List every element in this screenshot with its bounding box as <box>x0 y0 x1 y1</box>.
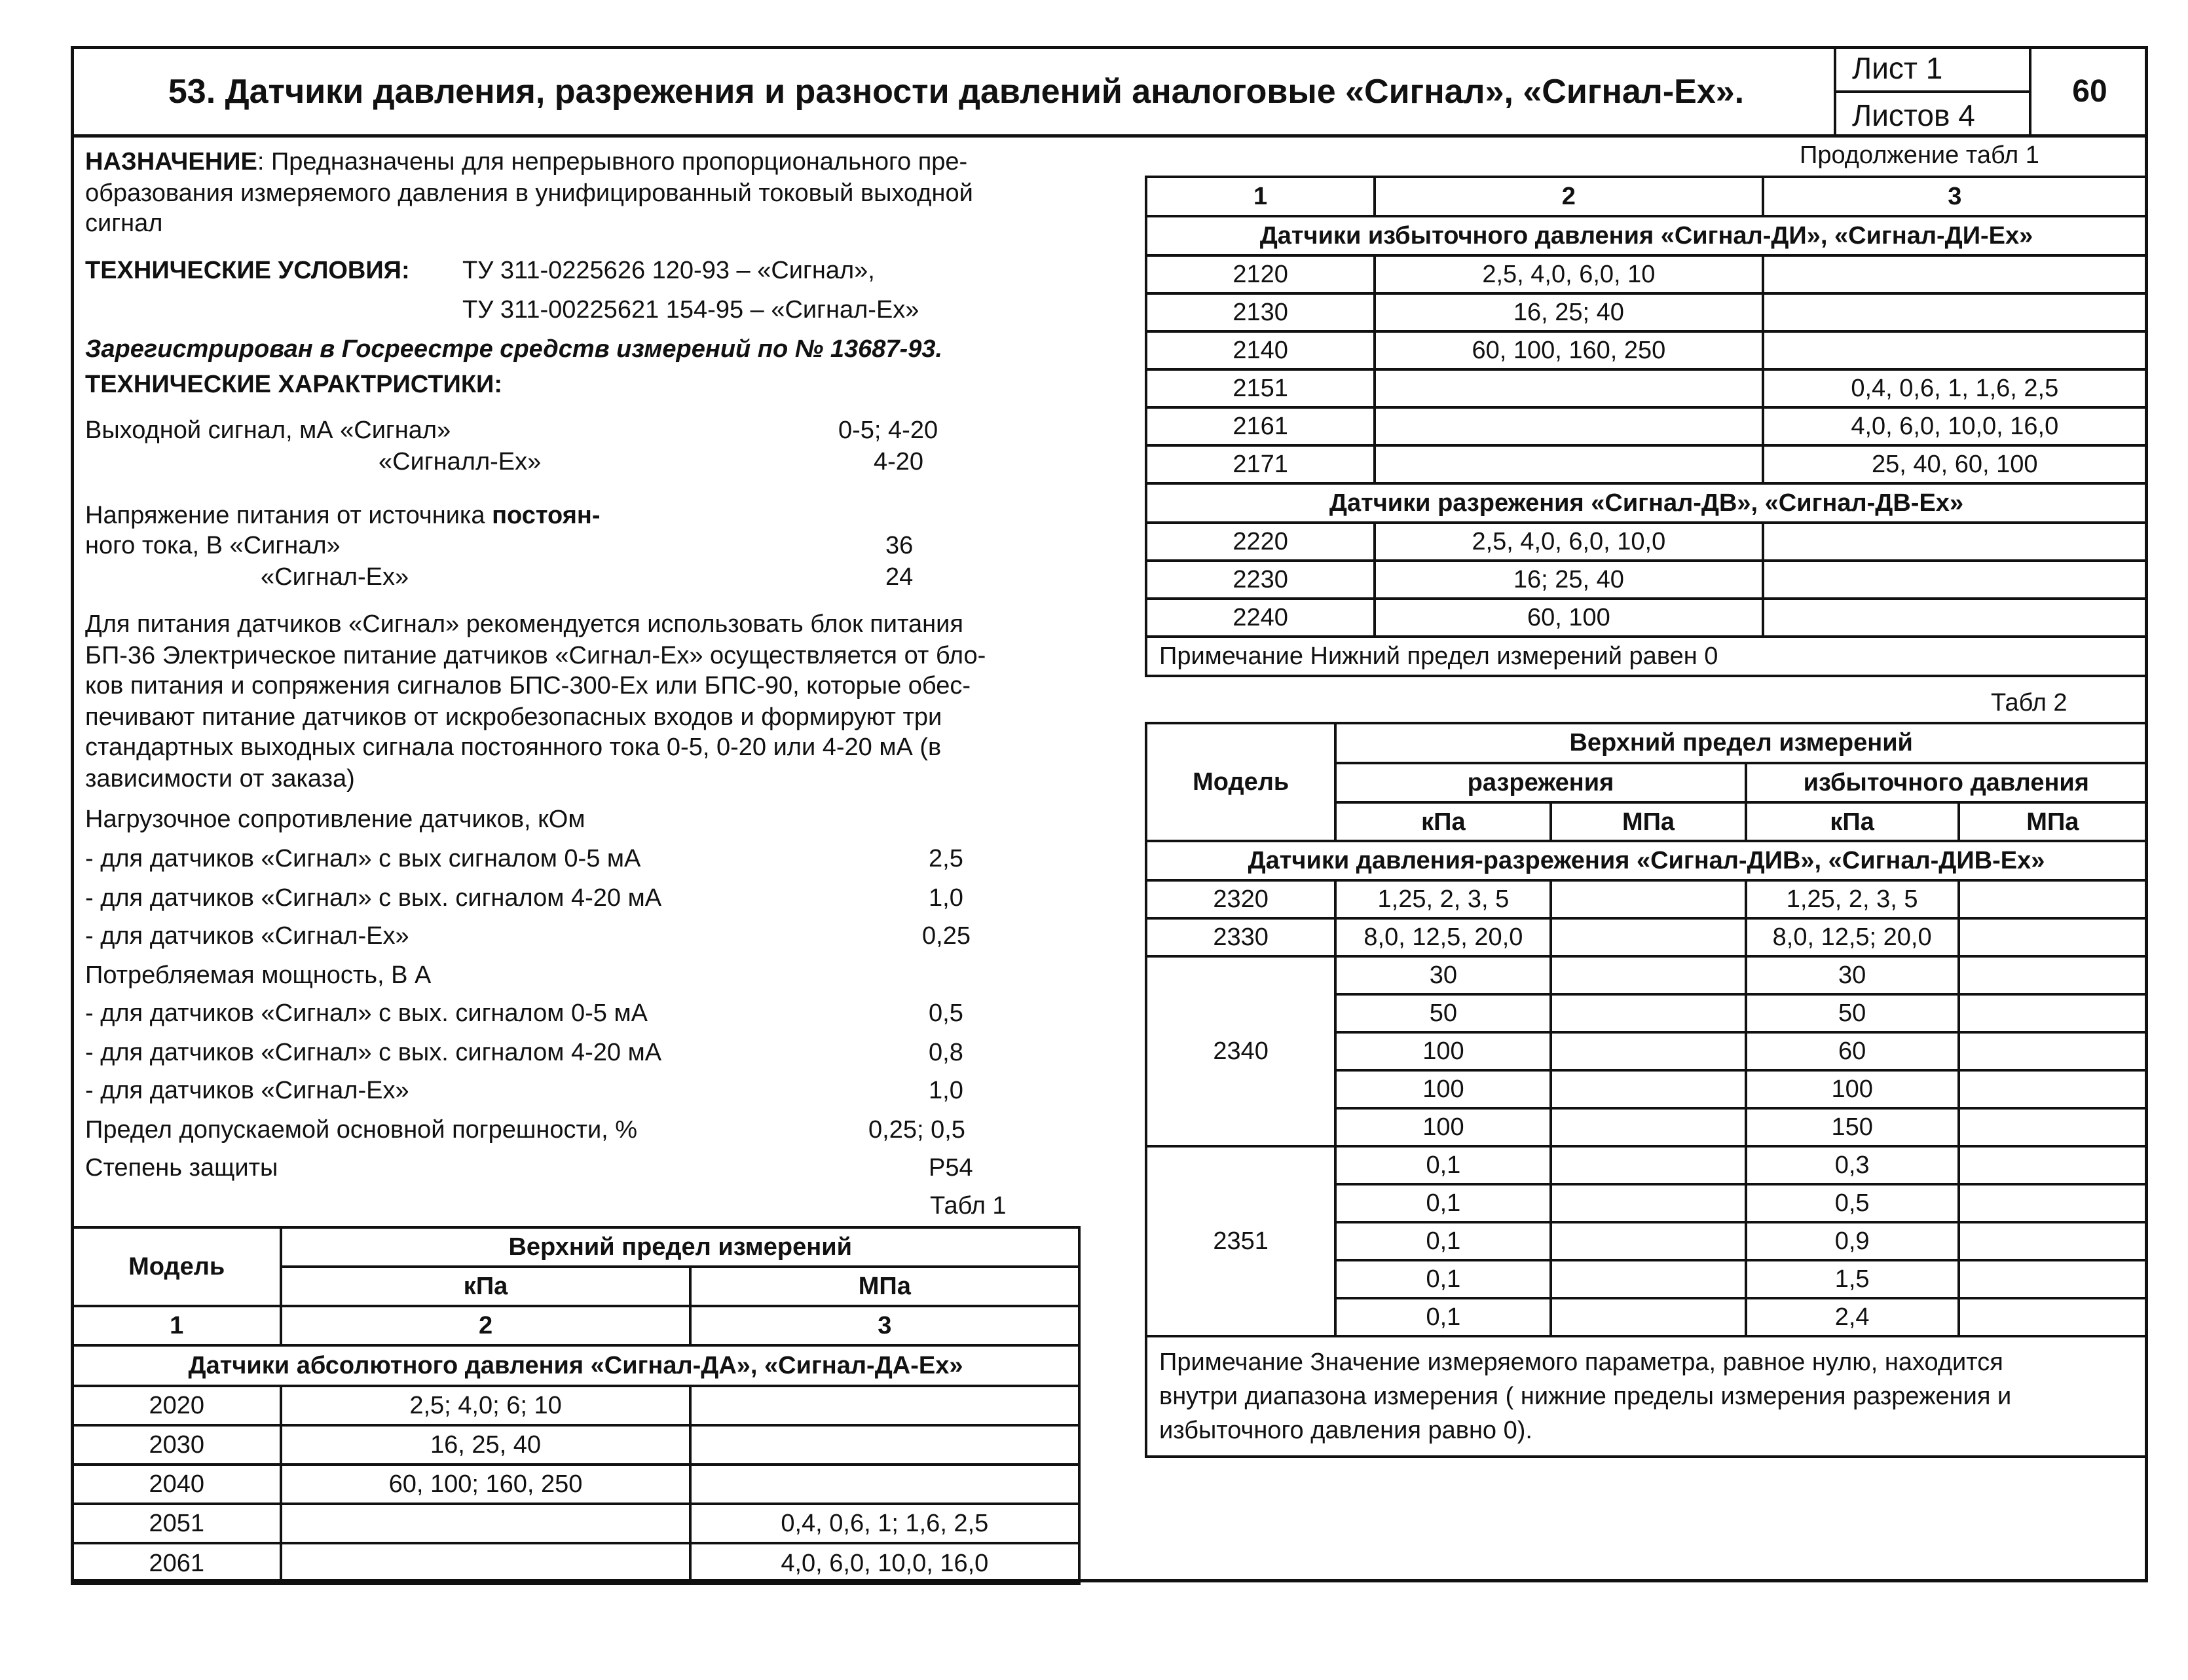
cell-kpa: 16, 25; 40 <box>1375 293 1762 331</box>
tu-line2: ТУ 311-00225621 154-95 – «Сигнал-Ех» <box>462 296 919 324</box>
table1-continued <box>1145 176 2148 677</box>
load-item-value: 2,5 <box>929 845 963 872</box>
group-title: Датчики разрежения «Сигнал-ДВ», «Сигнал-ДВ-Ех» <box>1146 483 2147 523</box>
purpose-line3: сигнал <box>85 210 163 237</box>
load-heading: Нагрузочное сопротивление датчиков, кОм <box>85 806 585 833</box>
consumption-item-value: 0,5 <box>929 999 963 1027</box>
cell-vacuum-mpa <box>1551 1032 1745 1070</box>
table-row <box>72 1386 1079 1425</box>
table1-cont-caption: Продолжение табл 1 <box>1800 141 2039 169</box>
cell-vacuum-kpa: 0,1 <box>1335 1298 1551 1336</box>
cell-over-mpa <box>1959 956 2147 994</box>
power-p2: БП-36 Электрическое питание датчиков «Сигнал-Ех» осуществляется от бло- <box>85 642 986 669</box>
supply-line1: Напряжение питания от источника постоян- <box>85 502 601 529</box>
cell-mpa <box>1763 331 2147 369</box>
table-row <box>72 1425 1079 1465</box>
col-header-model: Модель <box>1146 723 1335 841</box>
cell-model: 2330 <box>1146 918 1335 956</box>
table-row <box>1146 293 2147 331</box>
cell-kpa: 2,5; 4,0; 6; 10 <box>281 1386 690 1425</box>
cell-kpa <box>281 1504 690 1543</box>
col-number: 2 <box>1375 177 1762 216</box>
cell-vacuum-kpa: 50 <box>1335 994 1551 1032</box>
table-row <box>1146 880 2147 918</box>
note-row <box>1146 637 2147 676</box>
cell-over-kpa: 2,4 <box>1746 1298 1959 1336</box>
cell-mpa <box>1763 523 2147 561</box>
group-row <box>1146 483 2147 523</box>
consumption-item-label: - для датчиков «Сигнал» с вых. сигналом 4-20 мА <box>85 1039 662 1066</box>
cell-model: 2351 <box>1146 1146 1335 1336</box>
col-header-mpa: МПа <box>1959 802 2147 841</box>
cell-vacuum-mpa <box>1551 1146 1745 1184</box>
cell-over-mpa <box>1959 1032 2147 1070</box>
output-value-1: 0-5; 4-20 <box>838 417 938 444</box>
cell-model: 2151 <box>1146 369 1375 407</box>
load-item-label: - для датчиков «Сигнал» с вых сигналом 0-5 мА <box>85 845 641 872</box>
power-p1: Для питания датчиков «Сигнал» рекомендуется использовать блок питания <box>85 610 963 638</box>
cell-model: 2130 <box>1146 293 1375 331</box>
table1-cont-number-row <box>1146 177 2147 216</box>
cell-mpa: 0,4, 0,6, 1, 1,6, 2,5 <box>1763 369 2147 407</box>
load-item-label: - для датчиков «Сигнал» с вых. сигналом 4-20 мА <box>85 884 662 912</box>
table-row <box>1146 918 2147 956</box>
consumption-item-value: 0,8 <box>929 1039 963 1066</box>
cell-vacuum-kpa: 0,1 <box>1335 1184 1551 1222</box>
cell-model: 2030 <box>72 1425 281 1465</box>
cell-kpa: 16; 25, 40 <box>1375 561 1762 599</box>
cell-over-mpa <box>1959 1222 2147 1260</box>
load-item-label: - для датчиков «Сигнал-Ех» <box>85 922 409 950</box>
consumption-heading: Потребляемая мощность, В А <box>85 961 432 989</box>
col-header-model: Модель <box>72 1227 281 1306</box>
table1-group-row <box>72 1345 1079 1386</box>
table2 <box>1145 722 2148 1458</box>
table-row <box>1146 523 2147 561</box>
purpose-line2: образования измеряемого давления в унифицированный токовый выходной <box>85 179 973 207</box>
table-row <box>1146 561 2147 599</box>
cell-model: 2240 <box>1146 599 1375 637</box>
cell-over-kpa: 1,25, 2, 3, 5 <box>1746 880 1959 918</box>
cell-kpa <box>1375 407 1762 445</box>
table1-number-row <box>72 1306 1079 1345</box>
tu-line1: ТУ 311-0225626 120-93 – «Сигнал», <box>462 257 875 284</box>
col-number: 3 <box>690 1306 1079 1345</box>
note-line: Примечание Значение измеряемого параметра, равное нулю, находится <box>1159 1349 2003 1376</box>
cell-mpa <box>690 1425 1079 1465</box>
cell-over-mpa <box>1959 1108 2147 1146</box>
table-row <box>1146 407 2147 445</box>
consumption-item-label: - для датчиков «Сигнал» с вых. сигналом 0-5 мА <box>85 999 648 1027</box>
error-label: Предел допускаемой основной погрешности, % <box>85 1116 638 1144</box>
table2-header-row <box>1146 723 2147 763</box>
cell-kpa <box>281 1543 690 1584</box>
cell-over-mpa <box>1959 918 2147 956</box>
cell-mpa <box>690 1386 1079 1425</box>
table-row <box>72 1543 1079 1584</box>
cell-vacuum-kpa: 100 <box>1335 1032 1551 1070</box>
col-header-vacuum: разрежения <box>1335 763 1745 803</box>
cell-vacuum-mpa <box>1551 994 1745 1032</box>
cell-over-mpa <box>1959 1146 2147 1184</box>
cell-over-mpa <box>1959 880 2147 918</box>
col-number: 1 <box>72 1306 281 1345</box>
cell-model: 2171 <box>1146 445 1375 483</box>
protection-label: Степень защиты <box>85 1154 278 1182</box>
error-value: 0,25; 0,5 <box>868 1116 965 1144</box>
cell-over-kpa: 60 <box>1746 1032 1959 1070</box>
cell-mpa: 4,0, 6,0, 10,0, 16,0 <box>1763 407 2147 445</box>
cell-model: 2320 <box>1146 880 1335 918</box>
table1-header-row <box>72 1227 1079 1267</box>
table-row <box>1146 369 2147 407</box>
cell-over-kpa: 8,0, 12,5; 20,0 <box>1746 918 1959 956</box>
cell-vacuum-kpa: 100 <box>1335 1070 1551 1108</box>
note-line: избыточного давления равно 0). <box>1159 1417 1532 1444</box>
cell-vacuum-mpa <box>1551 1184 1745 1222</box>
col-number: 2 <box>281 1306 690 1345</box>
sheet-label: Лист 1 <box>1852 51 1943 85</box>
table-note: Примечание Нижний предел измерений равен 0 <box>1146 637 2147 676</box>
table-row <box>1146 255 2147 293</box>
cell-over-mpa <box>1959 1070 2147 1108</box>
consumption-item-value: 1,0 <box>929 1077 963 1104</box>
cell-vacuum-kpa: 0,1 <box>1335 1222 1551 1260</box>
table-row <box>72 1504 1079 1543</box>
table2-note <box>1146 1336 2147 1457</box>
note-row <box>1146 1336 2147 1457</box>
cell-over-mpa <box>1959 1260 2147 1298</box>
cell-over-kpa: 0,9 <box>1746 1222 1959 1260</box>
cell-mpa: 25, 40, 60, 100 <box>1763 445 2147 483</box>
load-item-value: 1,0 <box>929 884 963 912</box>
cell-over-kpa: 30 <box>1746 956 1959 994</box>
cell-vacuum-mpa <box>1551 1298 1745 1336</box>
cell-kpa <box>1375 369 1762 407</box>
cell-vacuum-mpa <box>1551 1108 1745 1146</box>
purpose-heading: НАЗНАЧЕНИЕ <box>85 148 257 176</box>
cell-vacuum-kpa: 1,25, 2, 3, 5 <box>1335 880 1551 918</box>
col-header-kpa: кПа <box>1335 802 1551 841</box>
power-p5: стандартных выходных сигнала постоянного тока 0-5, 0-20 или 4-20 мА (в <box>85 734 942 761</box>
col-header-mpa: МПа <box>690 1267 1079 1306</box>
cell-over-kpa: 0,3 <box>1746 1146 1959 1184</box>
power-p4: печивают питание датчиков от искробезопасных входов и формируют три <box>85 703 942 731</box>
group-row <box>1146 216 2147 255</box>
col-header-upper-limit: Верхний предел измерений <box>281 1227 1079 1267</box>
table-row <box>1146 956 2147 994</box>
cell-kpa: 60, 100, 160, 250 <box>1375 331 1762 369</box>
cell-vacuum-kpa: 0,1 <box>1335 1146 1551 1184</box>
supply-value-2: 24 <box>885 563 914 591</box>
purpose-line1: НАЗНАЧЕНИЕ: Предназначены для непрерывного пропорционального пре- <box>85 148 968 176</box>
power-p3: ков питания и сопряжения сигналов БПС-300-Ех или БПС-90, которые обес- <box>85 672 971 700</box>
cell-mpa <box>1763 255 2147 293</box>
cell-mpa: 0,4, 0,6, 1; 1,6, 2,5 <box>690 1504 1079 1543</box>
sheets-label: Листов 4 <box>1836 90 2029 135</box>
supply-value-1: 36 <box>885 532 914 559</box>
cell-over-kpa: 0,5 <box>1746 1184 1959 1222</box>
page-number: 60 <box>2029 46 2148 138</box>
cell-model: 2340 <box>1146 956 1335 1146</box>
supply-line2: ного тока, В «Сигнал» <box>85 532 341 559</box>
cell-over-mpa <box>1959 994 2147 1032</box>
cell-over-kpa: 150 <box>1746 1108 1959 1146</box>
cell-over-kpa: 1,5 <box>1746 1260 1959 1298</box>
cell-kpa <box>1375 445 1762 483</box>
cell-model: 2220 <box>1146 523 1375 561</box>
cell-model: 2040 <box>72 1465 281 1504</box>
cell-model: 2120 <box>1146 255 1375 293</box>
cell-over-mpa <box>1959 1298 2147 1336</box>
table1-caption: Табл 1 <box>930 1192 1007 1220</box>
table-row <box>1146 445 2147 483</box>
cell-mpa: 4,0, 6,0, 10,0, 16,0 <box>690 1543 1079 1584</box>
note-line: внутри диапазона измерения ( нижние пределы измерения разрежения и <box>1159 1383 2012 1410</box>
table-row <box>72 1465 1079 1504</box>
group-row <box>1146 841 2147 880</box>
group-title: Датчики абсолютного давления «Сигнал-ДА», «Сигнал-ДА-Ех» <box>72 1345 1079 1386</box>
cell-model: 2051 <box>72 1504 281 1543</box>
cell-vacuum-kpa: 100 <box>1335 1108 1551 1146</box>
col-header-kpa: кПа <box>281 1267 690 1306</box>
cell-kpa: 16, 25, 40 <box>281 1425 690 1465</box>
cell-model: 2061 <box>72 1543 281 1584</box>
cell-over-kpa: 100 <box>1746 1070 1959 1108</box>
output-value-2: 4-20 <box>874 448 924 476</box>
supply-label-ex: «Сигнал-Ех» <box>261 563 409 591</box>
col-number: 3 <box>1763 177 2147 216</box>
cell-vacuum-mpa <box>1551 1222 1745 1260</box>
table-row <box>1146 331 2147 369</box>
table-row <box>1146 599 2147 637</box>
group-title: Датчики избыточного давления «Сигнал-ДИ», «Сигнал-ДИ-Ех» <box>1146 216 2147 255</box>
cell-kpa: 60, 100; 160, 250 <box>281 1465 690 1504</box>
cell-kpa: 60, 100 <box>1375 599 1762 637</box>
cell-model: 2161 <box>1146 407 1375 445</box>
cell-vacuum-mpa <box>1551 1070 1745 1108</box>
sheet-box <box>1834 46 2029 138</box>
cell-vacuum-kpa: 30 <box>1335 956 1551 994</box>
table2-caption: Табл 2 <box>1991 689 2067 717</box>
cell-mpa <box>690 1465 1079 1504</box>
col-header-upper-limit: Верхний предел измерений <box>1335 723 2147 763</box>
cell-vacuum-mpa <box>1551 918 1745 956</box>
specs-heading: ТЕХНИЧЕСКИЕ ХАРАКТРИСТИКИ: <box>85 371 502 398</box>
output-label-ex: «Сигналл-Ех» <box>379 448 542 476</box>
tu-heading: ТЕХНИЧЕСКИЕ УСЛОВИЯ: <box>85 257 410 284</box>
cell-model: 2140 <box>1146 331 1375 369</box>
power-p6: зависимости от заказа) <box>85 765 355 793</box>
table-row <box>1146 1146 2147 1184</box>
cell-model: 2230 <box>1146 561 1375 599</box>
cell-vacuum-kpa: 8,0, 12,5, 20,0 <box>1335 918 1551 956</box>
cell-vacuum-mpa <box>1551 956 1745 994</box>
cell-vacuum-kpa: 0,1 <box>1335 1260 1551 1298</box>
load-item-value: 0,25 <box>922 922 971 950</box>
registry-note: Зарегистрирован в Госреестре средств измерений по № 13687-93. <box>85 335 943 363</box>
cell-mpa <box>1763 293 2147 331</box>
cell-vacuum-mpa <box>1551 880 1745 918</box>
cell-over-mpa <box>1959 1184 2147 1222</box>
cell-kpa: 2,5, 4,0, 6,0, 10,0 <box>1375 523 1762 561</box>
col-header-mpa: МПа <box>1551 802 1745 841</box>
cell-model: 2020 <box>72 1386 281 1425</box>
col-number: 1 <box>1146 177 1375 216</box>
cell-mpa <box>1763 561 2147 599</box>
consumption-item-label: - для датчиков «Сигнал-Ех» <box>85 1077 409 1104</box>
col-header-overpressure: избыточного давления <box>1746 763 2147 803</box>
cell-kpa: 2,5, 4,0, 6,0, 10 <box>1375 255 1762 293</box>
protection-value: Р54 <box>929 1154 973 1182</box>
page-title: 53. Датчики давления, разрежения и разности давлений аналоговые «Сигнал», «Сигнал-Ех». <box>168 73 1745 111</box>
cell-vacuum-mpa <box>1551 1260 1745 1298</box>
output-label: Выходной сигнал, мА «Сигнал» <box>85 417 451 444</box>
group-title: Датчики давления-разрежения «Сигнал-ДИВ», «Сигнал-ДИВ-Ех» <box>1146 841 2147 880</box>
cell-mpa <box>1763 599 2147 637</box>
table1 <box>71 1226 1081 1585</box>
cell-over-kpa: 50 <box>1746 994 1959 1032</box>
col-header-kpa: кПа <box>1746 802 1959 841</box>
